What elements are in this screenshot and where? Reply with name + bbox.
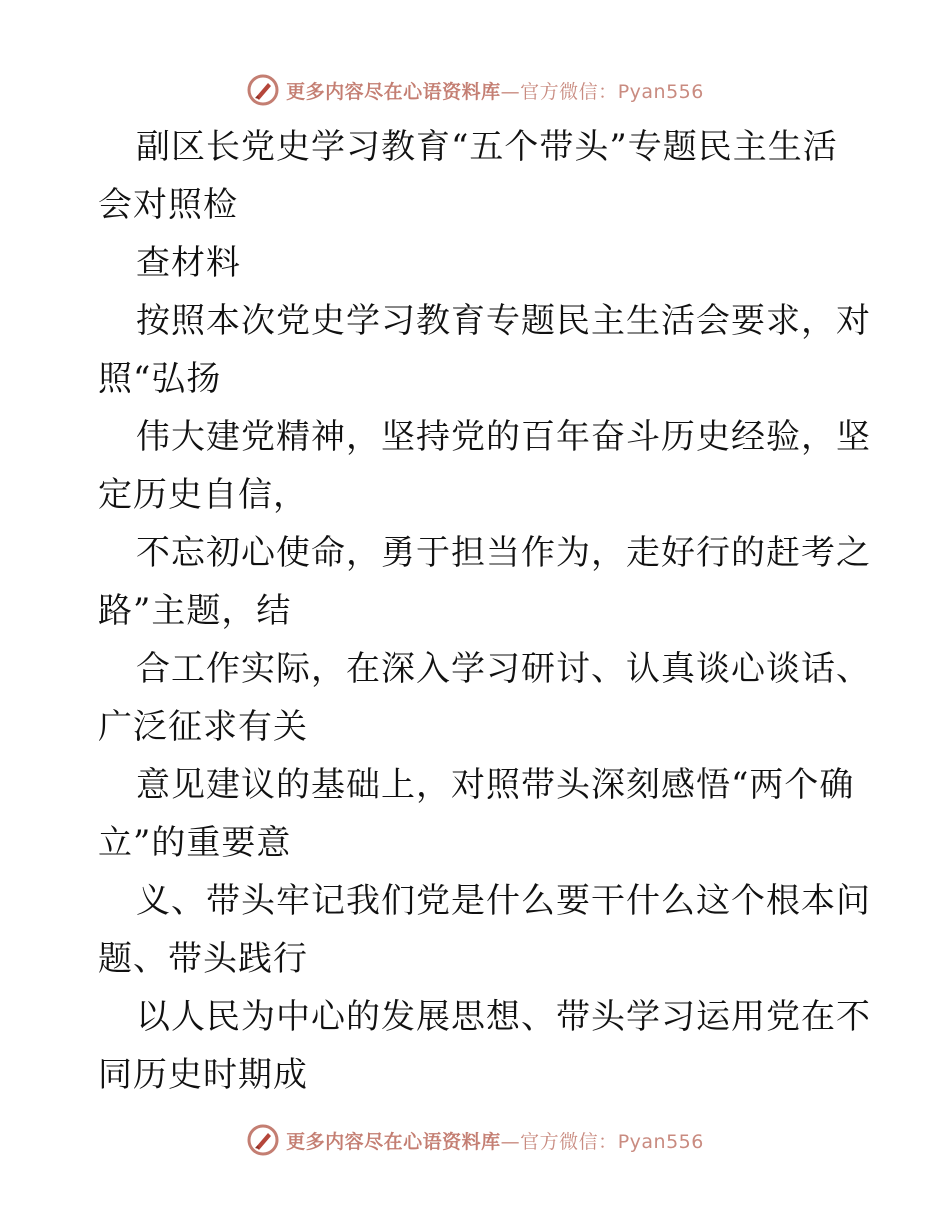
doc-line: 路”主题，结 bbox=[98, 591, 292, 631]
doc-line: 以人民为中心的发展思想、带头学习运用党在不 bbox=[136, 997, 871, 1037]
doc-line: 会对照检 bbox=[98, 185, 238, 225]
pen-nib-logo-icon bbox=[246, 73, 280, 107]
doc-line: 伟大建党精神，坚持党的百年奋斗历史经验，坚 bbox=[136, 417, 871, 457]
banner-text bbox=[286, 1127, 704, 1154]
doc-line: 不忘初心使命，勇于担当作为，走好行的赶考之 bbox=[136, 533, 871, 573]
doc-line: 照“弘扬 bbox=[98, 359, 222, 399]
banner-wechat-id: Pyan556 bbox=[617, 80, 704, 103]
header-watermark-banner bbox=[0, 70, 950, 110]
doc-line: 定历史自信， bbox=[98, 475, 308, 515]
banner-wechat-id: Pyan556 bbox=[617, 1130, 704, 1153]
doc-line: 意见建议的基础上，对照带头深刻感悟“两个确 bbox=[136, 765, 855, 805]
banner-wechat-label: 官方微信： bbox=[520, 1130, 618, 1153]
pen-nib-logo-icon bbox=[246, 1123, 280, 1157]
doc-line: 合工作实际，在深入学习研讨、认真谈心谈话、 bbox=[136, 649, 871, 689]
doc-line: 立”的重要意 bbox=[98, 823, 292, 863]
doc-line: 广泛征求有关 bbox=[98, 707, 308, 747]
doc-line: 义、带头牢记我们党是什么要干什么这个根本问 bbox=[136, 881, 871, 921]
banner-text bbox=[286, 77, 704, 104]
doc-line: 题、带头践行 bbox=[98, 939, 308, 979]
banner-wechat-label: 官方微信： bbox=[520, 80, 618, 103]
doc-line: 按照本次党史学习教育专题民主生活会要求，对 bbox=[136, 301, 871, 341]
doc-line: 同历史时期成 bbox=[98, 1055, 308, 1095]
banner-lead-text: 更多内容尽在心语资料库 bbox=[286, 80, 501, 103]
doc-line: 副区长党史学习教育“五个带头”专题民主生活 bbox=[136, 127, 838, 167]
doc-line: 查材料 bbox=[136, 243, 241, 283]
banner-separator: — bbox=[500, 1130, 521, 1153]
footer-watermark-banner bbox=[0, 1120, 950, 1160]
banner-lead-text: 更多内容尽在心语资料库 bbox=[286, 1130, 501, 1153]
document-body bbox=[98, 118, 871, 1104]
banner-separator: — bbox=[500, 80, 521, 103]
